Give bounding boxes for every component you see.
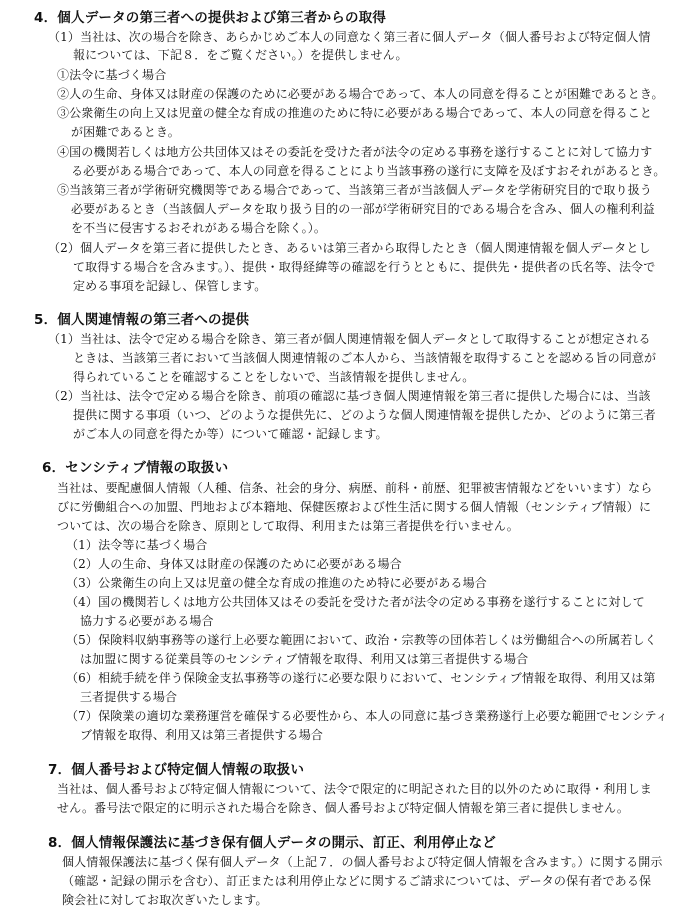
section-6-intro-line-1: 当社は、要配慮個人情報（人種、信条、社会的身分、病歴、前科・前歴、犯罪被害情報などをいいます）なら <box>57 481 653 495</box>
section-6-item-6-line-1: （6）相続手続を伴う保険金支払事務等の遂行に必要な限りにおいて、センシティブ情報を取得、利用又は第 <box>66 671 656 685</box>
section-5-para-1-line-2: ときは、当該第三者において当該個人関連情報のご本人から、当該情報を取得することを認める旨の同意が <box>73 351 657 365</box>
section-4-item-4-line-2: る必要がある場合であって、本人の同意を得ることにより当該事務の遂行に支障を及ぼすおそれがあるとき。 <box>71 164 666 178</box>
section-6-item-3: （3）公衆衛生の向上又は児童の健全な育成の推進のため特に必要がある場合 <box>66 576 487 590</box>
section-6-intro-line-3: ついては、次の場合を除き、原則として取得、利用または第三者提供を行いません。 <box>57 519 519 533</box>
section-5-para-2-line-2: 提供に関する事項（いつ、どのような提供先に、どのような個人関連情報を提供したか、どのように第三者 <box>73 408 656 422</box>
section-7-para-line-2: せん。番号法で限定的に明示された場合を除き、個人番号および特定個人情報を第三者に提供しません。 <box>57 801 630 815</box>
section-4-para-1-line-2: 報については、下記８．をご覧ください。）を提供しません。 <box>73 48 408 62</box>
section-7-heading: 7．個人番号および特定個人情報の取扱い <box>48 762 305 778</box>
section-5-para-1-line-1: （1）当社は、法令で定める場合を除き、第三者が個人関連情報を個人データとして取得することが想定される <box>48 332 651 346</box>
section-4-item-1: ①法令に基づく場合 <box>57 68 167 82</box>
section-6-item-4-line-2: 協力する必要がある場合 <box>80 614 214 628</box>
section-8-para-line-2: （確認・記録の開示を含む）、訂正または利用停止などに関するご請求については、データの保有者である保 <box>62 874 652 888</box>
section-5-para-1-line-3: 得られていることを確認することをしないで、当該情報を提供しません。 <box>73 370 475 384</box>
section-5-para-2-line-1: （2）当社は、法令で定める場合を除き、前項の確認に基づき個人関連情報を第三者に提供した場合には、当該 <box>48 389 651 403</box>
section-6-item-7-line-1: （7）保険業の適切な業務運営を確保する必要性から、本人の同意に基づき業務遂行上必要な範囲でセンシティ <box>66 709 668 723</box>
section-6-heading: 6．センシティブ情報の取扱い <box>42 460 229 476</box>
section-4-item-5-line-3: を不当に侵害するおそれがある場合を除く。）。 <box>71 221 327 235</box>
section-6-item-1: （1）法令等に基づく場合 <box>66 538 208 552</box>
section-7-para-line-1: 当社は、個人番号および特定個人情報について、法令で限定的に明記された目的以外のために取得・利用しま <box>57 782 652 796</box>
section-4-para-1-line-1: （1）当社は、次の場合を除き、あらかじめご本人の同意なく第三者に個人データ（個人番号および特定個人情 <box>48 30 651 44</box>
section-4-item-5-line-1: ⑤当該第三者が学術研究機関等である場合であって、当該第三者が当該個人データを学術研究目的で取り扱う <box>57 183 652 197</box>
section-4-item-2: ②人の生命、身体又は財産の保護のために必要がある場合であって、本人の同意を得ることが困難であるとき。 <box>57 87 664 101</box>
section-8-para-line-3: 険会社に対してお取次ぎいたします。 <box>62 893 268 907</box>
section-8-heading: 8．個人情報保護法に基づき保有個人データの開示、訂正、利用停止など <box>48 835 496 851</box>
section-4-item-3-line-2: が困難であるとき。 <box>71 125 180 139</box>
section-4-item-4-line-1: ④国の機関若しくは地方公共団体又はその委託を受けた者が法令の定める事務を遂行することに対して協力す <box>57 145 653 159</box>
section-6-intro-line-2: びに労働組合への加盟、門地および本籍地、保健医療および性生活に関する個人情報（センシティブ情報）に <box>57 500 652 514</box>
section-6-item-2: （2）人の生命、身体又は財産の保護のために必要がある場合 <box>66 557 402 571</box>
section-4-para-2-line-1: （2）個人データを第三者に提供したとき、あるいは第三者から取得したとき（個人関連情報を個人データとし <box>48 241 651 255</box>
section-4-item-5-line-2: 必要があるとき（当該個人データを取り扱う目的の一部が学術研究目的である場合を含み、個人の権利利益 <box>71 202 655 216</box>
section-4-item-3-line-1: ③公衆衛生の向上又は児童の健全な育成の推進のために特に必要がある場合であって、本人の同意を得ること <box>57 106 652 120</box>
section-8-para-line-1: 個人情報保護法に基づく保有個人データ（上記７．の個人番号および特定個人情報を含みます。）に関する開示 <box>62 855 663 869</box>
section-4-para-2-line-3: 定める事項を記録し、保管します。 <box>73 279 267 293</box>
section-4-heading: 4．個人データの第三者への提供および第三者からの取得 <box>34 10 387 26</box>
section-6-item-7-line-2: ブ情報を取得、利用又は第三者提供する場合 <box>80 728 324 742</box>
section-6-item-5-line-1: （5）保険料収納事務等の遂行上必要な範囲において、政治・宗教等の団体若しくは労働組合への所属若しく <box>66 633 657 647</box>
section-6-item-6-line-2: 三者提供する場合 <box>80 690 178 704</box>
section-6-item-4-line-1: （4）国の機関若しくは地方公共団体又はその委託を受けた者が法令の定める事務を遂行することに対して <box>66 595 645 609</box>
section-4-para-2-line-2: て取得する場合を含みます。）、提供・取得経緯等の確認を行うとともに、提供先・提供者の氏名等、法令で <box>73 260 656 274</box>
section-6-item-5-line-2: は加盟に関する従業員等のセンシティブ情報を取得、利用又は第三者提供する場合 <box>80 652 529 666</box>
section-5-heading: 5．個人関連情報の第三者への提供 <box>34 312 250 328</box>
section-5-para-2-line-3: がご本人の同意を得たか等）について確認・記録します。 <box>73 427 388 441</box>
